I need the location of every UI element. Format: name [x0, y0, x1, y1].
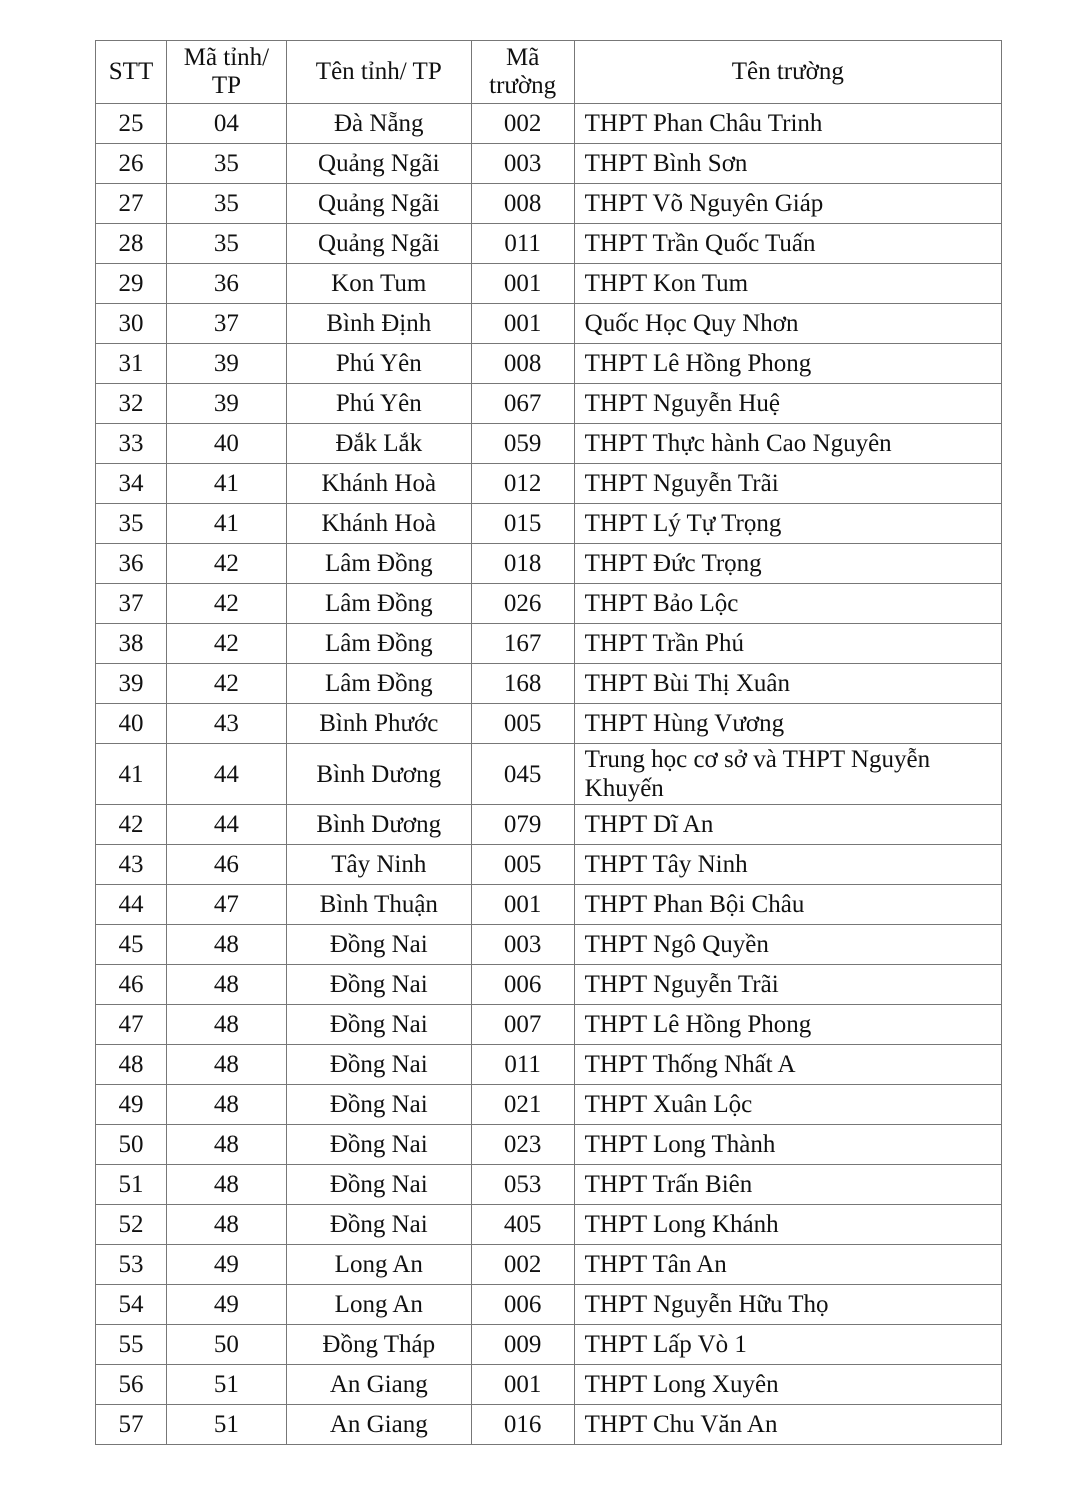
cell-ten-truong: THPT Trần Quốc Tuấn	[574, 224, 1001, 264]
cell-ma-tinh: 41	[166, 504, 286, 544]
cell-ten-tinh: Đồng Nai	[286, 1005, 471, 1045]
cell-ma-tinh: 51	[166, 1365, 286, 1405]
table-row	[96, 1125, 1002, 1165]
cell-stt: 37	[96, 584, 167, 624]
cell-ten-tinh: Lâm Đồng	[286, 664, 471, 704]
cell-stt: 49	[96, 1085, 167, 1125]
cell-ten-truong: THPT Nguyễn Trãi	[574, 965, 1001, 1005]
cell-ten-truong: THPT Tân An	[574, 1245, 1001, 1285]
cell-ten-tinh: Đồng Nai	[286, 1085, 471, 1125]
cell-stt: 45	[96, 925, 167, 965]
cell-ten-tinh: Khánh Hoà	[286, 464, 471, 504]
cell-ma-tinh: 48	[166, 925, 286, 965]
cell-ten-truong: THPT Dĩ An	[574, 805, 1001, 845]
cell-ten-truong: THPT Long Xuyên	[574, 1365, 1001, 1405]
cell-ma-truong: 018	[471, 544, 574, 584]
table-row	[96, 1365, 1002, 1405]
cell-ma-truong: 079	[471, 805, 574, 845]
cell-ma-truong: 015	[471, 504, 574, 544]
cell-stt: 38	[96, 624, 167, 664]
table-row	[96, 624, 1002, 664]
cell-ma-truong: 405	[471, 1205, 574, 1245]
cell-ten-truong: THPT Trần Phú	[574, 624, 1001, 664]
cell-ma-tinh: 49	[166, 1245, 286, 1285]
cell-ten-tinh: Long An	[286, 1285, 471, 1325]
table-row	[96, 384, 1002, 424]
table-row	[96, 504, 1002, 544]
cell-ten-tinh: Quảng Ngãi	[286, 224, 471, 264]
cell-ma-truong: 002	[471, 1245, 574, 1285]
cell-ma-truong: 011	[471, 1045, 574, 1085]
cell-ten-truong: THPT Kon Tum	[574, 264, 1001, 304]
cell-ma-tinh: 35	[166, 224, 286, 264]
cell-ten-tinh: Quảng Ngãi	[286, 144, 471, 184]
cell-ma-tinh: 48	[166, 1165, 286, 1205]
cell-stt: 36	[96, 544, 167, 584]
cell-ma-truong: 003	[471, 144, 574, 184]
cell-ten-truong: THPT Bùi Thị Xuân	[574, 664, 1001, 704]
cell-ma-truong: 009	[471, 1325, 574, 1365]
cell-ma-tinh: 51	[166, 1405, 286, 1445]
cell-ten-truong: THPT Đức Trọng	[574, 544, 1001, 584]
cell-ten-truong: THPT Lê Hồng Phong	[574, 344, 1001, 384]
cell-ten-tinh: Đồng Tháp	[286, 1325, 471, 1365]
cell-ten-truong: THPT Lý Tự Trọng	[574, 504, 1001, 544]
cell-ma-tinh: 48	[166, 1125, 286, 1165]
schools-table	[95, 40, 1002, 1445]
cell-ten-tinh: Bình Định	[286, 304, 471, 344]
cell-ten-truong: THPT Lê Hồng Phong	[574, 1005, 1001, 1045]
table-row	[96, 544, 1002, 584]
cell-ten-tinh: Đắk Lắk	[286, 424, 471, 464]
table-row	[96, 845, 1002, 885]
cell-ten-tinh: Đồng Nai	[286, 1205, 471, 1245]
table-row	[96, 805, 1002, 845]
cell-ten-truong: THPT Bảo Lộc	[574, 584, 1001, 624]
cell-ma-truong: 001	[471, 264, 574, 304]
cell-ma-tinh: 35	[166, 144, 286, 184]
cell-ma-truong: 006	[471, 965, 574, 1005]
cell-stt: 51	[96, 1165, 167, 1205]
cell-ma-tinh: 04	[166, 104, 286, 144]
table-row	[96, 664, 1002, 704]
cell-stt: 47	[96, 1005, 167, 1045]
cell-ma-tinh: 39	[166, 384, 286, 424]
cell-ten-truong: THPT Hùng Vương	[574, 704, 1001, 744]
cell-stt: 27	[96, 184, 167, 224]
table-row	[96, 1005, 1002, 1045]
cell-ma-tinh: 35	[166, 184, 286, 224]
cell-ma-truong: 168	[471, 664, 574, 704]
cell-stt: 42	[96, 805, 167, 845]
table-row	[96, 925, 1002, 965]
cell-ma-tinh: 42	[166, 544, 286, 584]
cell-stt: 25	[96, 104, 167, 144]
cell-ten-truong: THPT Long Khánh	[574, 1205, 1001, 1245]
table-row	[96, 424, 1002, 464]
cell-ma-truong: 012	[471, 464, 574, 504]
cell-ten-tinh: Long An	[286, 1245, 471, 1285]
cell-ten-truong: THPT Thực hành Cao Nguyên	[574, 424, 1001, 464]
cell-stt: 26	[96, 144, 167, 184]
cell-ma-truong: 003	[471, 925, 574, 965]
cell-ma-tinh: 48	[166, 1045, 286, 1085]
cell-ma-tinh: 44	[166, 805, 286, 845]
cell-ma-tinh: 42	[166, 624, 286, 664]
table-row	[96, 744, 1002, 805]
table-row	[96, 965, 1002, 1005]
cell-ten-tinh: Bình Dương	[286, 805, 471, 845]
cell-ma-tinh: 46	[166, 845, 286, 885]
cell-ten-tinh: Đồng Nai	[286, 1045, 471, 1085]
cell-stt: 30	[96, 304, 167, 344]
cell-stt: 40	[96, 704, 167, 744]
cell-stt: 54	[96, 1285, 167, 1325]
table-row	[96, 344, 1002, 384]
cell-ten-truong: THPT Phan Bội Châu	[574, 885, 1001, 925]
cell-stt: 50	[96, 1125, 167, 1165]
cell-stt: 52	[96, 1205, 167, 1245]
cell-ma-tinh: 36	[166, 264, 286, 304]
cell-ma-truong: 026	[471, 584, 574, 624]
cell-ma-tinh: 47	[166, 885, 286, 925]
table-row	[96, 1205, 1002, 1245]
cell-ten-tinh: Phú Yên	[286, 344, 471, 384]
table-row	[96, 144, 1002, 184]
cell-ten-truong: THPT Lấp Vò 1	[574, 1325, 1001, 1365]
cell-ma-tinh: 42	[166, 664, 286, 704]
cell-ten-tinh: Bình Dương	[286, 744, 471, 805]
cell-ten-truong: THPT Nguyễn Hữu Thọ	[574, 1285, 1001, 1325]
cell-ten-truong: THPT Xuân Lộc	[574, 1085, 1001, 1125]
table-row	[96, 1325, 1002, 1365]
cell-ten-tinh: An Giang	[286, 1365, 471, 1405]
cell-ten-tinh: Khánh Hoà	[286, 504, 471, 544]
cell-ten-truong: THPT Thống Nhất A	[574, 1045, 1001, 1085]
cell-ma-truong: 001	[471, 304, 574, 344]
cell-ten-tinh: Quảng Ngãi	[286, 184, 471, 224]
cell-ten-tinh: Bình Phước	[286, 704, 471, 744]
cell-stt: 44	[96, 885, 167, 925]
cell-ma-truong: 045	[471, 744, 574, 805]
header-ten-tinh: Tên tỉnh/ TP	[286, 41, 471, 104]
cell-ma-truong: 016	[471, 1405, 574, 1445]
cell-ten-tinh: An Giang	[286, 1405, 471, 1445]
cell-ma-tinh: 48	[166, 1205, 286, 1245]
cell-ma-tinh: 50	[166, 1325, 286, 1365]
table-row	[96, 264, 1002, 304]
header-ten-truong: Tên trường	[574, 41, 1001, 104]
cell-stt: 55	[96, 1325, 167, 1365]
cell-stt: 32	[96, 384, 167, 424]
cell-ma-tinh: 48	[166, 1085, 286, 1125]
cell-ten-truong: Quốc Học Quy Nhơn	[574, 304, 1001, 344]
cell-stt: 41	[96, 744, 167, 805]
cell-ten-tinh: Đồng Nai	[286, 1125, 471, 1165]
cell-ma-tinh: 48	[166, 965, 286, 1005]
cell-stt: 29	[96, 264, 167, 304]
cell-ten-tinh: Đồng Nai	[286, 925, 471, 965]
cell-ten-tinh: Đồng Nai	[286, 1165, 471, 1205]
cell-stt: 34	[96, 464, 167, 504]
cell-ten-tinh: Phú Yên	[286, 384, 471, 424]
header-stt: STT	[96, 41, 167, 104]
cell-ten-truong: THPT Chu Văn An	[574, 1405, 1001, 1445]
table-row	[96, 224, 1002, 264]
cell-stt: 39	[96, 664, 167, 704]
table-row	[96, 584, 1002, 624]
cell-ma-truong: 023	[471, 1125, 574, 1165]
cell-ma-truong: 002	[471, 104, 574, 144]
cell-ten-truong: THPT Nguyễn Trãi	[574, 464, 1001, 504]
cell-ma-truong: 067	[471, 384, 574, 424]
cell-ma-tinh: 48	[166, 1005, 286, 1045]
cell-ten-truong: THPT Long Thành	[574, 1125, 1001, 1165]
cell-ma-truong: 011	[471, 224, 574, 264]
table-row	[96, 1405, 1002, 1445]
cell-ten-truong: THPT Nguyễn Huệ	[574, 384, 1001, 424]
table-row	[96, 464, 1002, 504]
cell-ten-truong: THPT Tây Ninh	[574, 845, 1001, 885]
cell-ma-truong: 053	[471, 1165, 574, 1205]
cell-stt: 48	[96, 1045, 167, 1085]
cell-stt: 53	[96, 1245, 167, 1285]
table-row	[96, 1045, 1002, 1085]
cell-ten-tinh: Bình Thuận	[286, 885, 471, 925]
cell-stt: 35	[96, 504, 167, 544]
cell-ma-tinh: 43	[166, 704, 286, 744]
table-row	[96, 1085, 1002, 1125]
cell-ten-tinh: Lâm Đồng	[286, 624, 471, 664]
table-row	[96, 184, 1002, 224]
cell-ten-truong: THPT Phan Châu Trinh	[574, 104, 1001, 144]
cell-ma-tinh: 40	[166, 424, 286, 464]
cell-ten-truong: THPT Ngô Quyền	[574, 925, 1001, 965]
cell-ma-tinh: 42	[166, 584, 286, 624]
table-row	[96, 1245, 1002, 1285]
table-row	[96, 1285, 1002, 1325]
cell-ma-truong: 005	[471, 845, 574, 885]
cell-stt: 56	[96, 1365, 167, 1405]
cell-stt: 57	[96, 1405, 167, 1445]
header-ma-truong: Mã trường	[471, 41, 574, 104]
cell-ten-tinh: Lâm Đồng	[286, 544, 471, 584]
table-row	[96, 885, 1002, 925]
cell-stt: 33	[96, 424, 167, 464]
cell-stt: 31	[96, 344, 167, 384]
cell-ten-truong: THPT Trấn Biên	[574, 1165, 1001, 1205]
cell-ten-tinh: Tây Ninh	[286, 845, 471, 885]
table-body	[96, 104, 1002, 1445]
cell-ma-truong: 001	[471, 1365, 574, 1405]
cell-ten-truong: Trung học cơ sở và THPT Nguyễn Khuyến	[574, 744, 1001, 805]
cell-ma-tinh: 37	[166, 304, 286, 344]
cell-ten-truong: THPT Võ Nguyên Giáp	[574, 184, 1001, 224]
cell-ten-tinh: Đà Nẵng	[286, 104, 471, 144]
table-row	[96, 304, 1002, 344]
cell-ma-truong: 005	[471, 704, 574, 744]
cell-ma-truong: 007	[471, 1005, 574, 1045]
cell-ma-truong: 006	[471, 1285, 574, 1325]
header-row	[96, 41, 1002, 104]
cell-ma-truong: 001	[471, 885, 574, 925]
cell-ten-truong: THPT Bình Sơn	[574, 144, 1001, 184]
cell-ma-truong: 167	[471, 624, 574, 664]
cell-ma-tinh: 41	[166, 464, 286, 504]
cell-ma-tinh: 49	[166, 1285, 286, 1325]
cell-stt: 28	[96, 224, 167, 264]
cell-ma-tinh: 39	[166, 344, 286, 384]
table-row	[96, 1165, 1002, 1205]
cell-ten-tinh: Lâm Đồng	[286, 584, 471, 624]
cell-stt: 43	[96, 845, 167, 885]
cell-ten-tinh: Đồng Nai	[286, 965, 471, 1005]
table-row	[96, 704, 1002, 744]
table-row	[96, 104, 1002, 144]
cell-ma-truong: 059	[471, 424, 574, 464]
cell-ma-truong: 008	[471, 344, 574, 384]
cell-ma-tinh: 44	[166, 744, 286, 805]
cell-ma-truong: 008	[471, 184, 574, 224]
cell-ma-truong: 021	[471, 1085, 574, 1125]
cell-ten-tinh: Kon Tum	[286, 264, 471, 304]
header-ma-tinh: Mã tỉnh/ TP	[166, 41, 286, 104]
cell-stt: 46	[96, 965, 167, 1005]
